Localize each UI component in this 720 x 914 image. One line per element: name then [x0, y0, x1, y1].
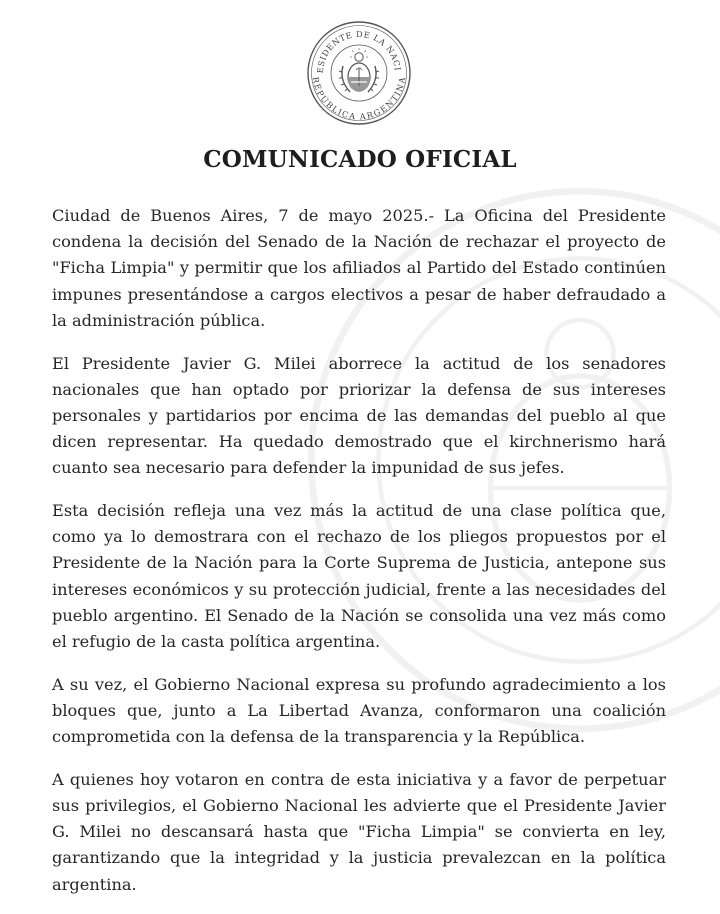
- paragraph: Esta decisión refleja una vez más la actitud de una clase política que, como ya lo demostrara con el rechazo de los pliegos propuestos por el Presidente de la Nación para la Corte Suprema de Justicia, antepone sus intereses económicos y su protección judicial, frente a las necesidades del pueblo argentino. El Senado de la Nación se consolida una vez más como el refugio de la casta política argentina.: [52, 501, 666, 652]
- document-body: [52, 203, 666, 914]
- seal-top-text: ESIDENTE DE LA NACI: [314, 28, 403, 74]
- presidential-seal: [306, 20, 412, 126]
- paragraph: Ciudad de Buenos Aires, 7 de mayo 2025.- La Oficina del Presidente condena la decisión del Senado de la Nación de rechazar el proyecto de "Ficha Limpia" y permitir que los afiliados al Partido del Estado continúen impunes presentándose a cargos electivos a pesar de haber defraudado a la administración pública.: [52, 206, 666, 330]
- paragraph: A quienes hoy votaron en contra de esta iniciativa y a favor de perpetuar sus privilegios, el Gobierno Nacional les advierte que el Presidente Javier G. Milei no descansará hasta que "Ficha Limpia" se convierta en ley, garantizando que la integridad y la justicia prevalezcan en la política argentina.: [52, 769, 666, 894]
- seal-bottom-text: REPÚBLICA ARGENTINA: [310, 76, 408, 122]
- paragraph: A su vez, el Gobierno Nacional expresa su profundo agradecimiento a los bloques que, junto a La Libertad Avanza, conformaron una coalición comprometida con la defensa de la transparencia y la República.: [52, 674, 666, 747]
- paragraph: El Presidente Javier G. Milei aborrece la actitud de los senadores nacionales que han optado por priorizar la defensa de sus intereses personales y partidarios por encima de las demandas del pueblo al que dicen representar. Ha quedado demostrado que el kirchnerismo hará cuanto sea necesario para defender la impunidad de sus jefes.: [52, 353, 666, 478]
- document-title: COMUNICADO OFICIAL: [203, 146, 517, 173]
